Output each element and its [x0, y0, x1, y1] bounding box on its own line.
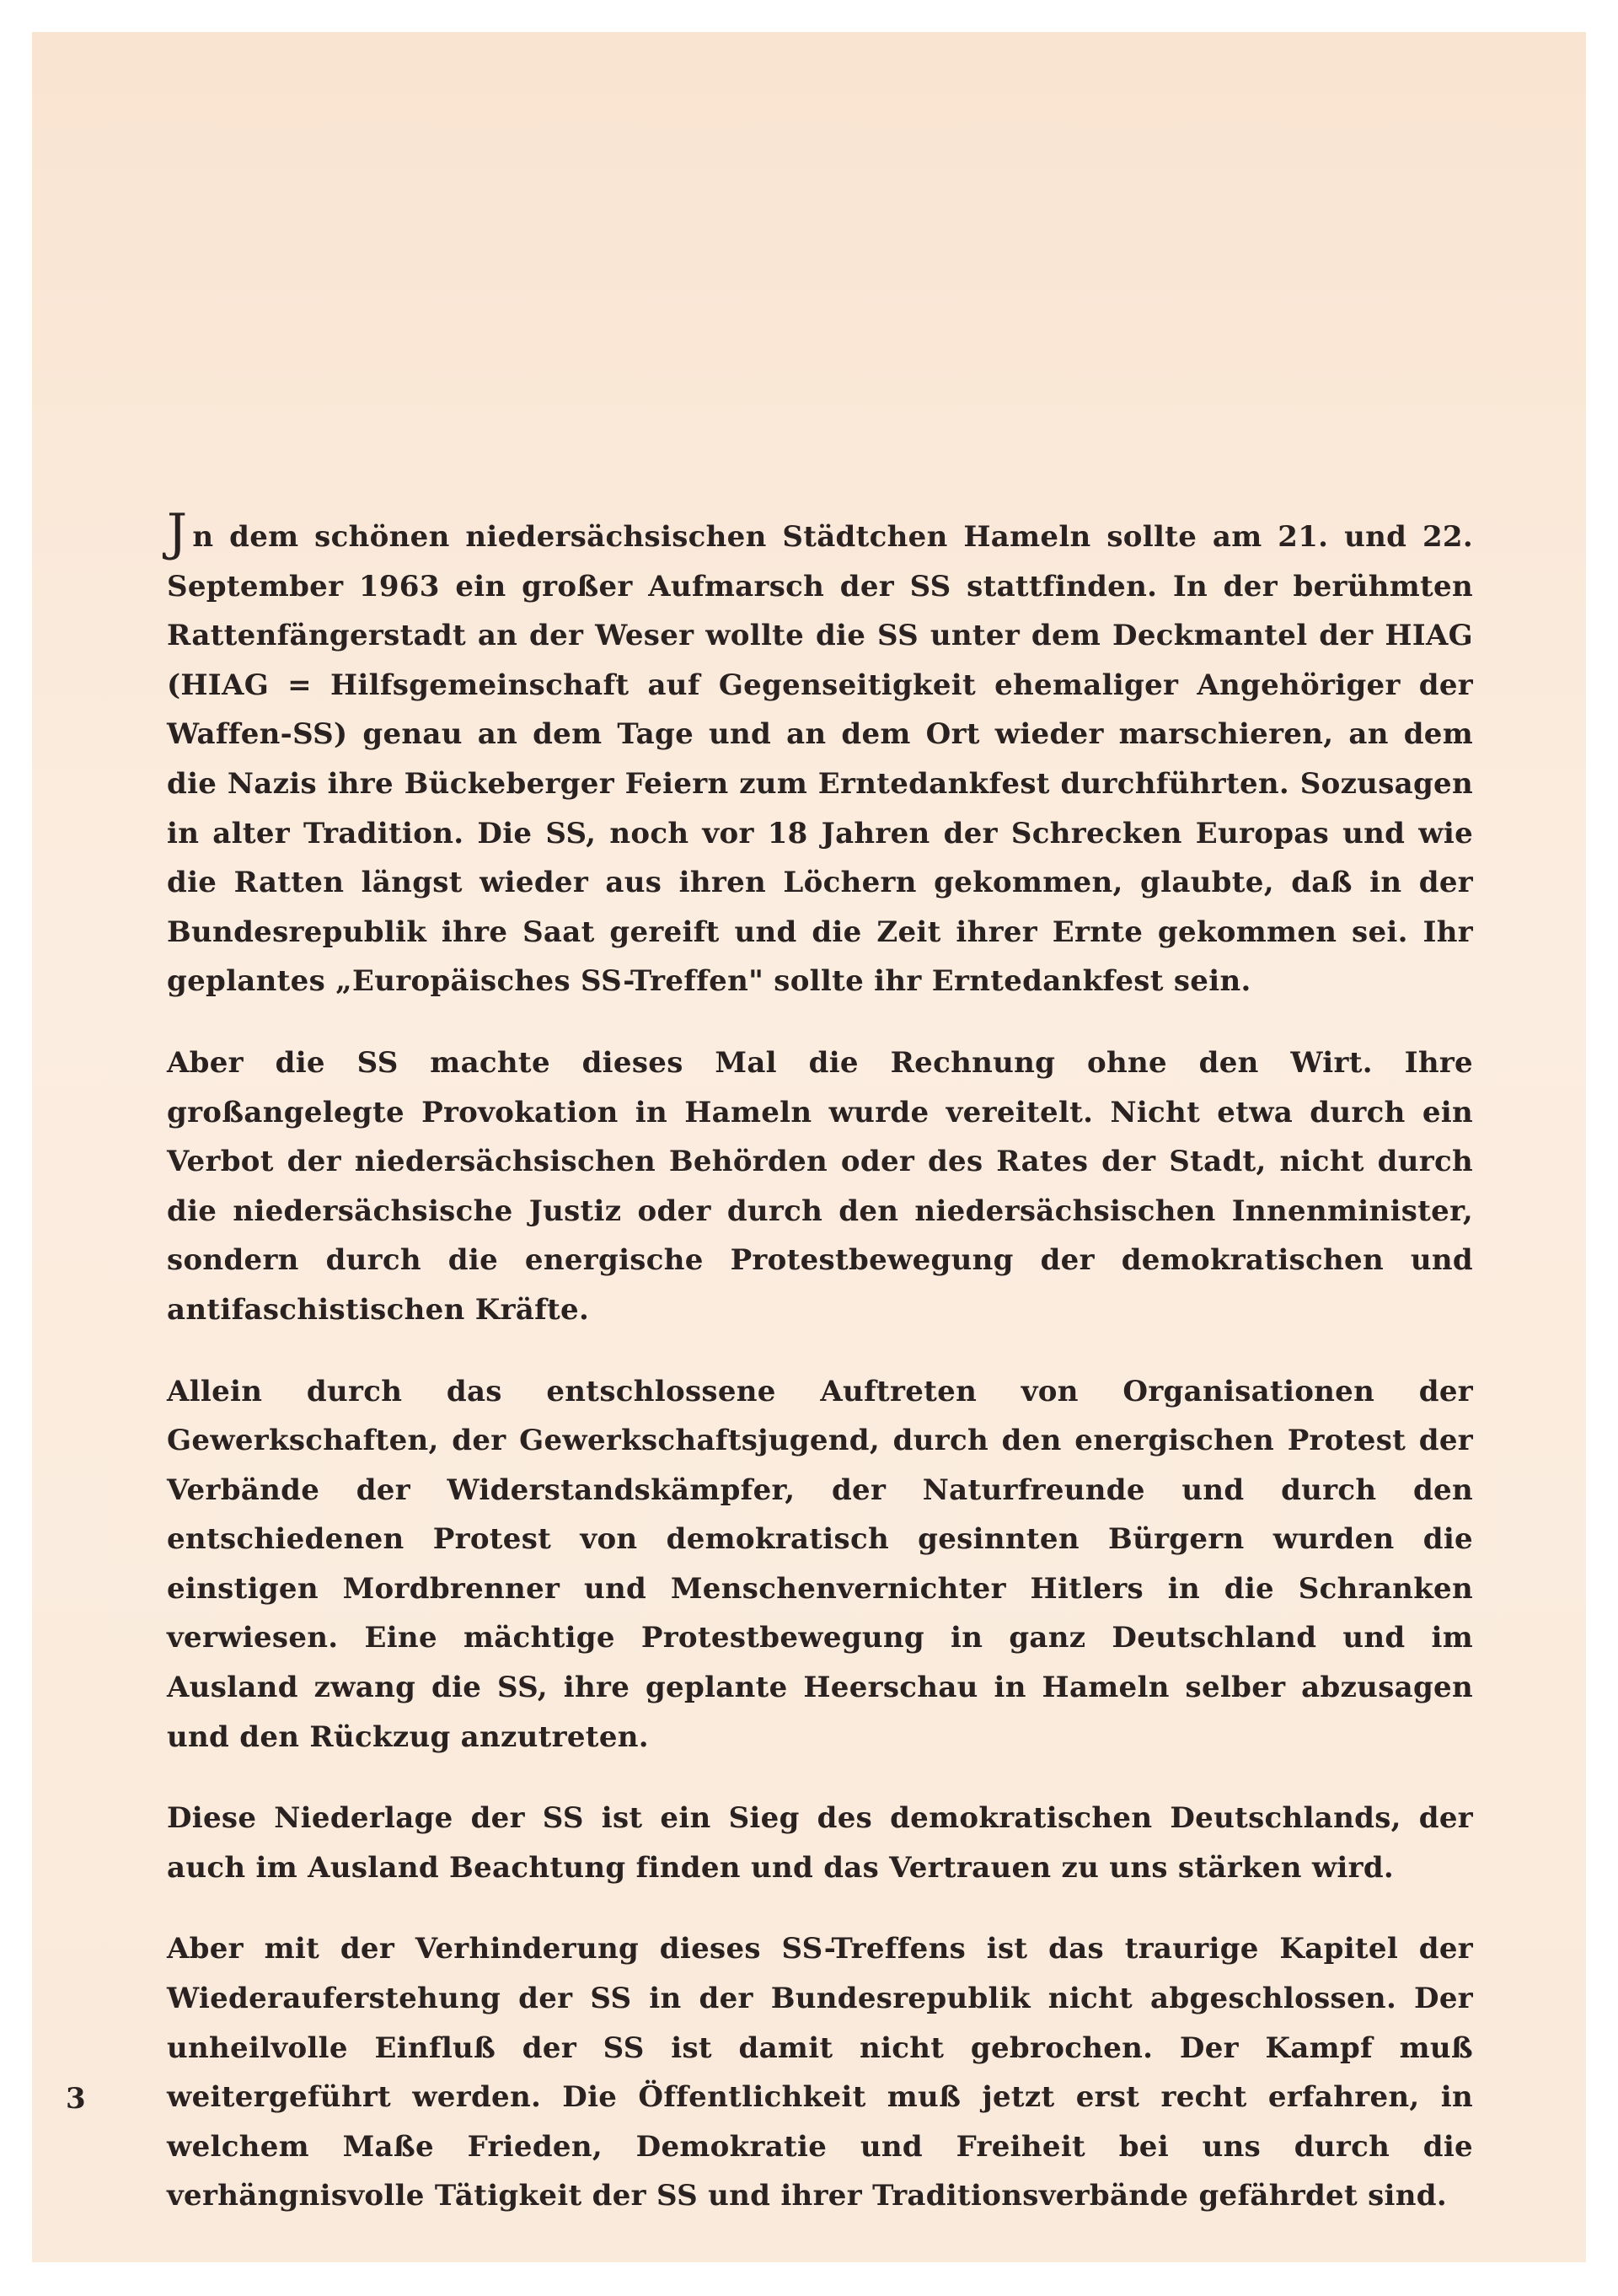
paragraph-3: Allein durch das entschlossene Auftreten von Organisationen der Gewerkschaften, der Gewerkschaftsjugend, durch den energischen Protest der Verbände der Widerstandskämpfer, der Naturfreunde und durch den entschiedenen Protest von demokratisch gesinnten Bürgern wurden die einstigen Mordbrenner und Menschenvernichter Hitlers in die Schranken verwiesen. Eine mächtige Protestbewegung in ganz Deutschland und im Ausland zwang die SS, ihre geplante Heerschau in Hameln selber abzusagen und den Rückzug anzutreten. [167, 1374, 1473, 1754]
paragraph-4: Diese Niederlage der SS ist ein Sieg des demokratischen Deutschlands, der auch im Ausland Beachtung finden und das Vertrauen zu uns stärken wird. [167, 1801, 1473, 1885]
paragraph-1-text: n dem schönen niedersächsischen Städtchen Hameln sollte am 21. und 22. September 1963 ein großer Aufmarsch der SS stattfinden. In der berühmten Rattenfängerstadt an der Weser wollte die SS unter dem Deckmantel der HIAG (HIAG = Hilfsgemeinschaft auf Gegenseitigkeit ehemaliger Angehöriger der Waffen-SS) genau an dem Tage und an dem Ort wieder marschieren, an dem die Nazis ihre Bückeberger Feiern zum Erntedankfest durchführten. Sozusagen in alter Tradition. Die SS, noch vor 18 Jahren der Schrecken Europas und wie die Ratten längst wieder aus ihren Löchern gekommen, glaubte, daß in der Bundesrepublik ihre Saat gereift und die Zeit ihrer Ernte gekommen sei. Ihr geplantes „Europäisches SS-Treffen" sollte ihr Erntedankfest sein. [167, 520, 1473, 999]
body-text [167, 503, 1473, 2221]
paragraph-1 [167, 503, 1473, 1006]
page-number: 3 [66, 2082, 86, 2116]
paragraph-5: Aber mit der Verhinderung dieses SS-Treffens ist das traurige Kapitel der Wiederauferstehung der SS in der Bundesrepublik nicht abgeschlossen. Der unheilvolle Einfluß der SS ist damit nicht gebrochen. Der Kampf muß weitergeführt werden. Die Öffentlichkeit muß jetzt erst recht erfahren, in welchem Maße Frieden, Demokratie und Freiheit bei uns durch die verhängnisvolle Tätigkeit der SS und ihrer Traditionsverbände gefährdet sind. [167, 1932, 1473, 2213]
drop-cap: J [167, 503, 188, 562]
paragraph-2: Aber die SS machte dieses Mal die Rechnung ohne den Wirt. Ihre großangelegte Provokation in Hameln wurde vereitelt. Nicht etwa durch ein Verbot der niedersächsischen Behörden oder des Rates der Stadt, nicht durch die niedersächsische Justiz oder durch den niedersächsischen Innenminister, sondern durch die energische Protestbewegung der demokratischen und antifaschistischen Kräfte. [167, 1045, 1473, 1327]
document-page [32, 32, 1586, 2262]
